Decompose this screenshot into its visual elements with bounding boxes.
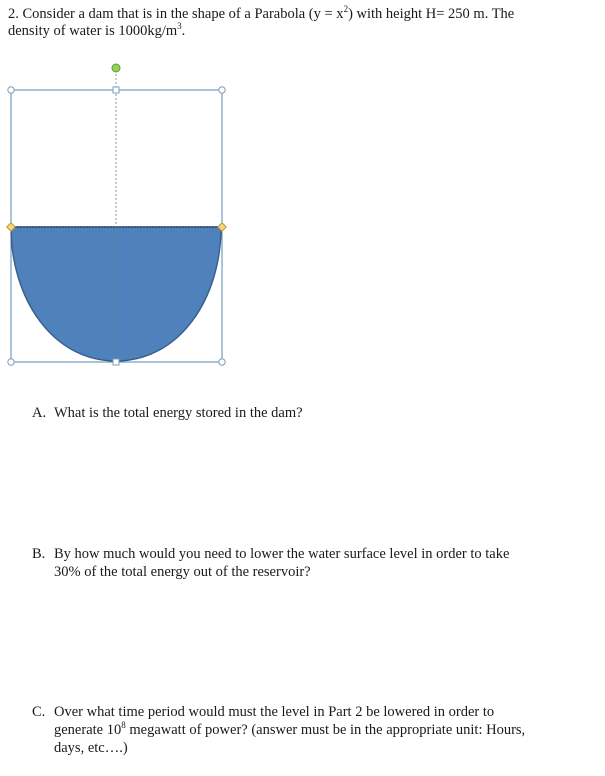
- question-c-text-line-3: days, etc….): [54, 740, 128, 756]
- problem-line-2: density of water is $1000kg/m^3$.: [8, 21, 186, 39]
- question-a-text: What is the total energy stored in the dam?: [54, 405, 303, 421]
- handle-bottom-left-icon[interactable]: [8, 359, 14, 365]
- question-c: [32, 703, 582, 757]
- problem-number: 2.: [8, 6, 19, 22]
- exponent-8: 8: [121, 720, 126, 731]
- problem-line-1: 2. Consider a dam that is in the shape of a Parabola $(y = x^2)$ with height H= 250 m. The: [8, 4, 515, 22]
- handle-bottom-right-icon[interactable]: [219, 359, 225, 365]
- rotation-handle-icon[interactable]: [112, 64, 120, 72]
- handle-top-left-icon[interactable]: [8, 87, 14, 93]
- exponent-2: 2: [343, 4, 349, 15]
- question-c-text-line-1: Over what time period would must the level in Part 2 be lowered in order to: [54, 704, 495, 720]
- question-b-text-line-2: 30% of the total energy out of the reservoir?: [54, 564, 311, 580]
- handle-top-right-icon[interactable]: [219, 87, 225, 93]
- handle-bottom-middle-icon[interactable]: [113, 359, 119, 365]
- question-c-label: C.: [32, 704, 46, 720]
- question-a: [32, 404, 582, 422]
- handle-top-middle-icon[interactable]: [113, 87, 119, 93]
- problem-statement: [8, 6, 598, 40]
- question-b: [32, 545, 582, 581]
- question-c-text-line-2: generate $10^8$ megawatt of power? (answer must be in the appropriate unit: Hours,: [54, 720, 526, 738]
- exponent-3: 3: [177, 21, 182, 32]
- question-a-label: A.: [32, 405, 47, 421]
- question-b-label: B.: [32, 546, 46, 562]
- question-b-text-line-1: By how much would you need to lower the water surface level in order to take: [54, 546, 510, 562]
- dam-parabola-figure: [0, 58, 240, 378]
